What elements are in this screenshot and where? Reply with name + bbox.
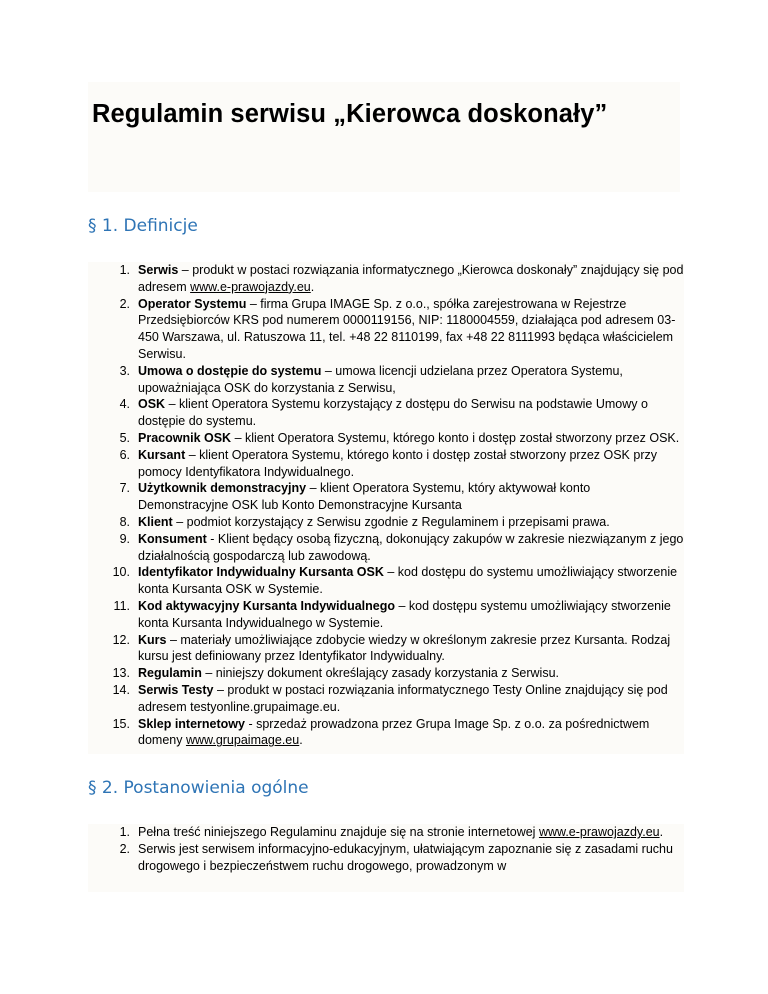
- web-link[interactable]: www.grupaimage.eu: [185, 733, 300, 748]
- item-number: 2.: [119, 296, 130, 311]
- list-item: [88, 262, 684, 296]
- item-text: – klient Operatora Systemu, którego konto i dostęp został stworzony przez OSK.: [231, 430, 680, 445]
- item-number: 2.: [119, 841, 130, 856]
- item-text: – klient Operatora Systemu, który aktywował konto Demonstracyjne OSK lub Konto Demonstracyjne Kursanta: [138, 481, 591, 513]
- item-number: 10.: [112, 565, 130, 580]
- item-text: Serwis jest serwisem informacyjno-edukacyjnym, ułatwiającym zapoznanie się z zasadami ruchu drogowego i bezpieczeństwem ruchu drogowego, prowadzonym w: [138, 841, 673, 873]
- list-item: [88, 682, 684, 716]
- item-number: 15.: [112, 716, 130, 731]
- defined-term: Serwis: [138, 263, 179, 277]
- item-number: 6.: [119, 447, 130, 462]
- item-text: – kod dostępu systemu umożliwiający stworzenie konta Kursanta Indywidualnego w Systemie.: [138, 598, 671, 630]
- item-number: 12.: [112, 632, 130, 647]
- item-number: 13.: [112, 666, 130, 681]
- item-number: 7.: [119, 481, 130, 496]
- web-link[interactable]: www.e-prawojazdy.eu: [190, 279, 311, 294]
- item-text: - sprzedaż prowadzona przez Grupa Image Sp. z o.o. za pośrednictwem domeny: [138, 716, 650, 748]
- defined-term: Operator Systemu: [138, 296, 247, 311]
- item-number: 4.: [119, 397, 130, 412]
- list-item: [88, 396, 684, 430]
- item-text: – firma Grupa IMAGE Sp. z o.o., spółka zarejestrowana w Rejestrze Przedsiębiorców KRS pod numerem 0000119156, NIP: 1180004559, działająca pod adresem 03-450 Warszawa, ul. Ratuszowa 11, tel. +48 22 8110199, fax +48 22 8111993 będąca właścicielem Serwisu.: [138, 296, 676, 361]
- item-text: – umowa licencji udzielana przez Operatora Systemu, upoważniająca OSK do korzystania z Serwisu,: [138, 363, 623, 395]
- item-number: 8.: [119, 514, 130, 529]
- defined-term: OSK: [138, 397, 166, 412]
- item-text-end: .: [659, 825, 664, 839]
- defined-term: Regulamin: [138, 666, 202, 681]
- defined-term: Kurs: [138, 632, 167, 647]
- defined-term: Konsument: [138, 531, 207, 546]
- defined-term: Kod aktywacyjny Kursanta Indywidualnego: [138, 598, 396, 613]
- item-number: 11.: [113, 598, 130, 613]
- definitions-list: [88, 262, 684, 749]
- defined-term: Użytkownik demonstracyjny: [138, 481, 307, 496]
- web-link[interactable]: www.e-prawojazdy.eu: [538, 825, 660, 839]
- list-item: [88, 514, 684, 531]
- list-item: [88, 665, 684, 682]
- item-number: 14.: [112, 682, 130, 697]
- list-item: [88, 564, 684, 598]
- title-background: [88, 82, 680, 192]
- section-heading-definitions: § 1. Definicje: [88, 216, 198, 236]
- defined-term: Serwis Testy: [138, 682, 214, 697]
- item-number: 5.: [119, 430, 130, 445]
- item-text: – produkt w postaci rozwiązania informatycznego „Kierowca doskonały” znajdujący się pod adresem: [138, 263, 684, 294]
- defined-term: Identyfikator Indywidualny Kursanta OSK: [138, 565, 384, 580]
- section-heading-general: § 2. Postanowienia ogólne: [88, 778, 309, 798]
- defined-term: Klient: [138, 514, 173, 529]
- item-text: – niniejszy dokument określający zasady korzystania z Serwisu.: [201, 666, 560, 681]
- list-item: [88, 531, 684, 565]
- defined-term: Sklep internetowy: [138, 716, 245, 731]
- item-text: – materiały umożliwiające zdobycie wiedzy w określonym zakresie przez Kursanta. Rodzaj kursu jest definiowany przez Identyfikator Indywidualny.: [138, 632, 671, 664]
- item-number: 1.: [119, 263, 130, 277]
- list-item: [88, 480, 684, 514]
- defined-term: Pracownik OSK: [138, 430, 232, 445]
- item-text: – kod dostępu do systemu umożliwiający stworzenie konta Kursanta OSK w Systemie.: [138, 565, 678, 597]
- list-item: [88, 598, 684, 632]
- item-text: – podmiot korzystający z Serwisu zgodnie z Regulaminem i przepisami prawa.: [172, 514, 610, 529]
- item-text-end: .: [310, 279, 315, 294]
- list-item: [88, 716, 684, 750]
- list-item: [88, 363, 684, 397]
- item-number: 9.: [119, 531, 130, 546]
- defined-term: Kursant: [138, 447, 186, 462]
- list-item: [88, 632, 684, 666]
- item-text-end: .: [299, 733, 303, 748]
- item-number: 1.: [119, 825, 130, 839]
- item-text: - Klient będący osobą fizyczną, dokonujący zakupów w zakresie niezwiązanym z jego działalnością gospodarczą lub zawodową.: [138, 531, 684, 563]
- list-item: [88, 824, 684, 841]
- list-item: [88, 447, 684, 481]
- list-item: [88, 430, 684, 447]
- list-item: [88, 841, 684, 875]
- general-provisions-list: [88, 824, 684, 874]
- item-number: 3.: [119, 363, 130, 378]
- item-text: – produkt w postaci rozwiązania informatycznego Testy Online znajdujący się pod adresem testyonline.grupaimage.eu.: [138, 682, 668, 714]
- item-text: – klient Operatora Systemu, którego konto i dostęp został stworzony przez OSK przy pomocy Identyfikatora Indywidualnego.: [138, 447, 657, 479]
- list-item: [88, 296, 684, 363]
- document-title: Regulamin serwisu „Kierowca doskonały”: [92, 100, 608, 128]
- item-text: Pełna treść niniejszego Regulaminu znajduje się na stronie internetowej: [138, 825, 539, 839]
- item-text: – klient Operatora Systemu korzystający z dostępu do Serwisu na podstawie Umowy o dostępie do systemu.: [138, 397, 648, 429]
- defined-term: Umowa o dostępie do systemu: [138, 363, 322, 378]
